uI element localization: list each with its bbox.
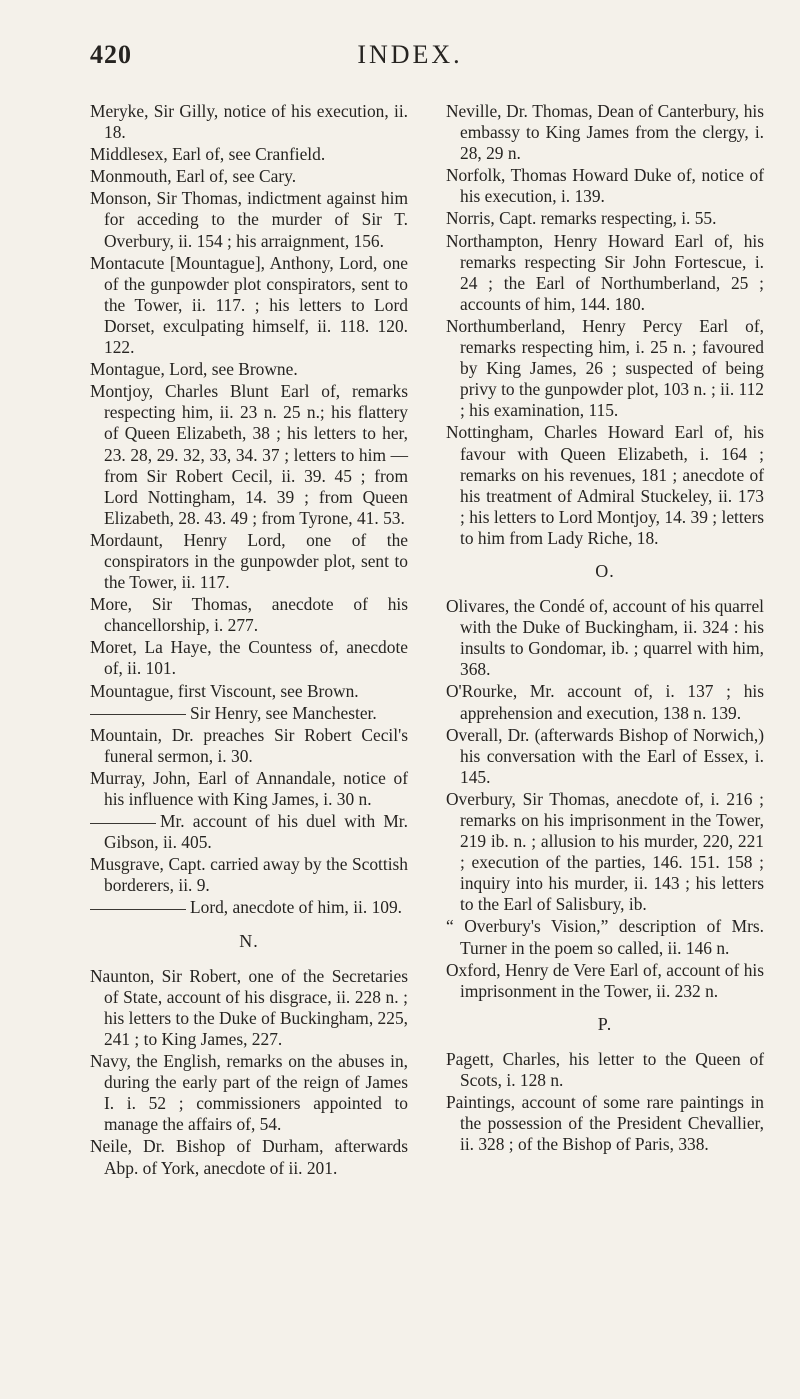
index-entry: Musgrave, Capt. carried away by the Scottish borderers, ii. 9.: [90, 854, 408, 896]
subentry-text: Sir Henry, see Manchester.: [190, 702, 377, 723]
index-entry: Meryke, Sir Gilly, notice of his execution, ii. 18.: [90, 101, 408, 143]
index-entry: Oxford, Henry de Vere Earl of, account of his imprisonment in the Tower, ii. 232 n.: [446, 959, 764, 1001]
page-header: [90, 40, 730, 80]
index-entry: Neile, Dr. Bishop of Durham, afterwards Abp. of York, anecdote of ii. 201.: [90, 1136, 408, 1178]
index-entry: Mountain, Dr. preaches Sir Robert Cecil's funeral sermon, i. 30.: [90, 724, 408, 766]
index-entry: Monmouth, Earl of, see Cary.: [90, 166, 297, 187]
index-entry: Middlesex, Earl of, see Cranfield.: [90, 144, 326, 165]
index-entry: Monson, Sir Thomas, indictment against him for acceding to the murder of Sir T. Overbury, ii. 154 ; his arraignment, 156.: [90, 188, 408, 251]
left-column: [90, 101, 408, 1180]
index-entry: Mordaunt, Henry Lord, one of the conspirators in the gunpowder plot, sent to the Tower, ii. 117.: [90, 529, 408, 593]
right-column: [446, 101, 764, 1156]
section-letter-p: P.: [597, 1013, 613, 1034]
index-subentry: [90, 703, 408, 724]
index-entry: O'Rourke, Mr. account of, i. 137 ; his apprehension and execution, 138 n. 139.: [446, 681, 764, 723]
page-number: 420: [90, 40, 132, 69]
index-entry: Montacute [Mountague], Anthony, Lord, one of the gunpowder plot conspirators, sent to the Tower, ii. 117. ; his letters to Lord Dorset, exculpating himself, ii. 118. 120. 122.: [90, 252, 408, 358]
index-subentry: [90, 811, 408, 853]
index-entry: Nottingham, Charles Howard Earl of, his favour with Queen Elizabeth, i. 164 ; remarks on his revenues, 181 ; anecdote of his treatment of Admiral Stuckeley, ii. 173 ; his letters to Lord Montjoy, 14. 39 ; letters to him from Lady Riche, 18.: [446, 422, 764, 548]
index-entry: Neville, Dr. Thomas, Dean of Canterbury, his embassy to King James from the clergy, i. 28, 29 n.: [446, 101, 764, 164]
index-entry: Northumberland, Henry Percy Earl of, remarks respecting him, i. 25 n. ; favoured by King James, 26 ; suspected of being privy to the gunpowder plot, 103 n. ; ii. 112 ; his examination, 115.: [446, 315, 764, 421]
index-entry: Mountague, first Viscount, see Brown.: [90, 680, 359, 701]
index-entry: Navy, the English, remarks on the abuses in, during the early part of the reign of James I. i. 52 ; commissioners appointed to manage the affairs of, 54.: [90, 1051, 408, 1135]
index-entry: “ Overbury's Vision,” description of Mrs. Turner in the poem so called, ii. 146 n.: [446, 916, 764, 958]
index-entry: More, Sir Thomas, anecdote of his chancellorship, i. 277.: [90, 594, 408, 636]
index-entry: Montague, Lord, see Browne.: [90, 359, 298, 380]
subentry-text: Mr. account of his duel with Mr. Gibson, ii. 405.: [104, 811, 408, 853]
ditto-dash: [90, 714, 186, 715]
index-subentry: [90, 897, 408, 918]
ditto-dash: [90, 909, 186, 910]
index-entry: Overbury, Sir Thomas, anecdote of, i. 216 ; remarks on his imprisonment in the Tower, 219 ib. n. ; allusion to his murder, 220, 221 ; execution of the parties, 146. 151. 158 ; inquiry into his murder, ii. 143 ; his letters to the Earl of Salisbury, ib.: [446, 788, 764, 915]
index-entry: Olivares, the Condé of, account of his quarrel with the Duke of Buckingham, ii. 324 : his insults to Gondomar, ib. ; quarrel with him, 368.: [446, 596, 764, 680]
section-letter-o: O.: [595, 560, 615, 581]
page-title: INDEX.: [357, 40, 463, 69]
ditto-dash: [90, 823, 156, 824]
index-entry: Norfolk, Thomas Howard Duke of, notice of his execution, i. 139.: [446, 165, 764, 207]
index-entry: Murray, John, Earl of Annandale, notice of his influence with King James, i. 30 n.: [90, 767, 408, 809]
index-entry: Naunton, Sir Robert, one of the Secretaries of State, account of his disgrace, ii. 228 n. ; his letters to the Duke of Buckingham, 225, 241 ; to King James, 227.: [90, 965, 408, 1049]
subentry-text: Lord, anecdote of him, ii. 109.: [190, 897, 403, 918]
index-entry: Northampton, Henry Howard Earl of, his remarks respecting Sir John Fortescue, i. 24 ; the Earl of Northumberland, 25 ; accounts of him, 144. 180.: [446, 230, 764, 314]
index-entry: Montjoy, Charles Blunt Earl of, remarks respecting him, ii. 23 n. 25 n.; his flattery of Queen Elizabeth, 38 ; his letters to her, 23. 28, 29. 32, 33, 34. 37 ; letters to him —from Sir Robert Cecil, ii. 39. 45 ; from Lord Nottingham, 14. 39 ; from Queen Elizabeth, 28. 43. 49 ; from Tyrone, 41. 53.: [90, 381, 408, 528]
index-entry: Overall, Dr. (afterwards Bishop of Norwich,) his conversation with the Earl of Essex, i. 145.: [446, 724, 764, 787]
index-entry: Norris, Capt. remarks respecting, i. 55.: [446, 208, 717, 229]
section-letter-n: N.: [239, 930, 259, 951]
index-entry: Moret, La Haye, the Countess of, anecdote of, ii. 101.: [90, 637, 408, 679]
index-entry: Pagett, Charles, his letter to the Queen of Scots, i. 128 n.: [446, 1048, 764, 1091]
index-entry: Paintings, account of some rare paintings in the possession of the President Chevallier, ii. 328 ; of the Bishop of Paris, 338.: [446, 1092, 764, 1155]
